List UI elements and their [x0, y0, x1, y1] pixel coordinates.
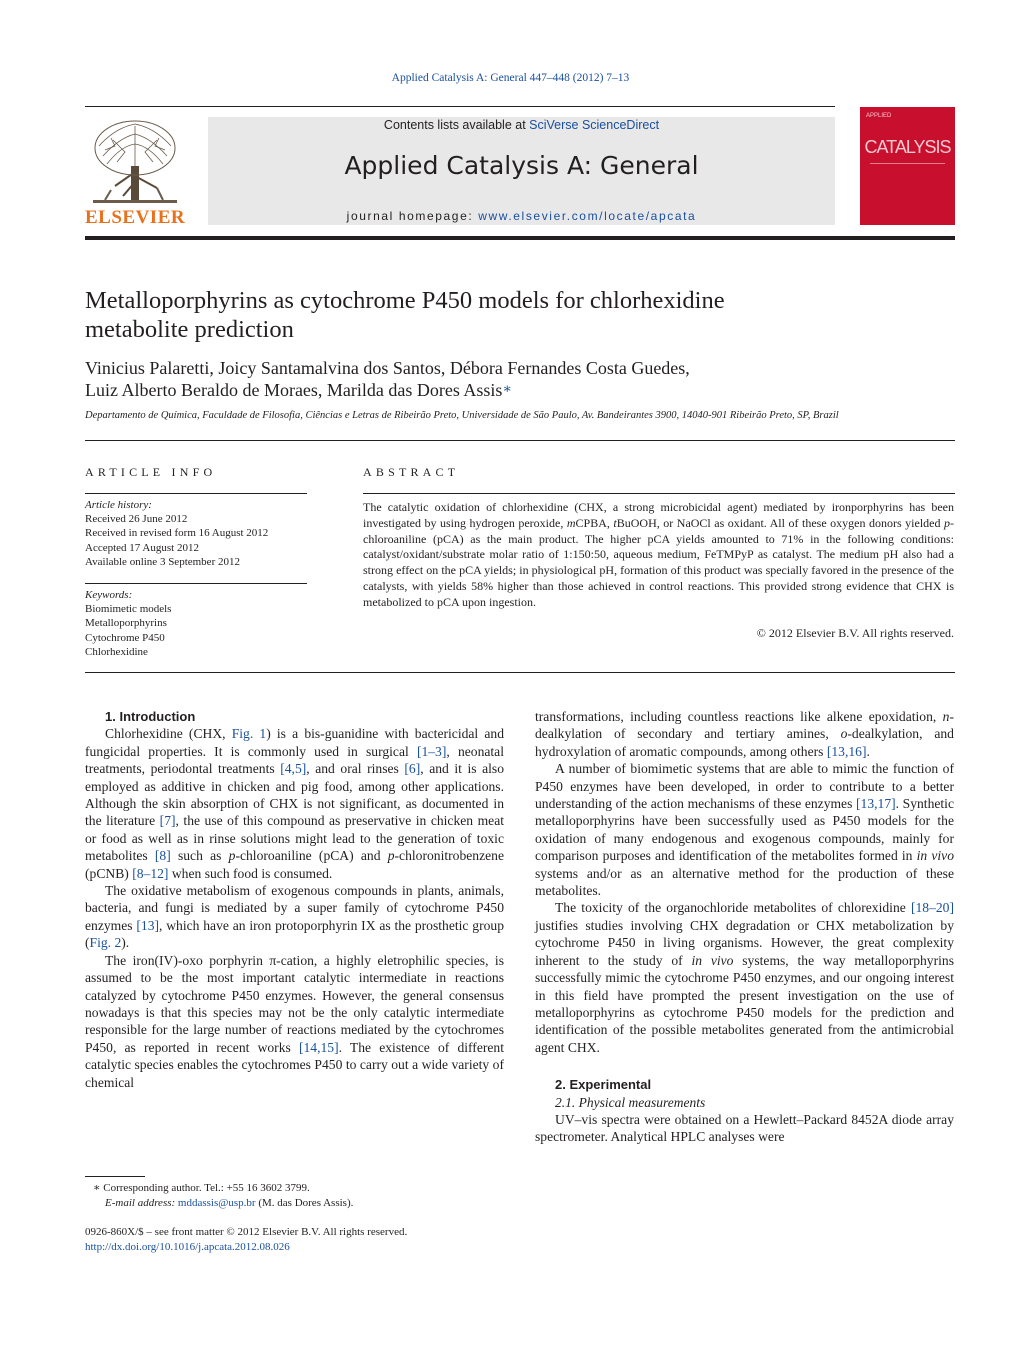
- keyword: Biomimetic models: [85, 603, 172, 616]
- authors-line-1: Vinicius Palaretti, Joicy Santamalvina dos Santos, Débora Fernandes Costa Guedes,: [85, 358, 690, 378]
- contents-line: [208, 118, 835, 132]
- history-revised: Received in revised form 16 August 2012: [85, 527, 269, 540]
- journal-cover-icon[interactable]: [860, 107, 955, 225]
- title-line-1: Metalloporphyrins as cytochrome P450 models for chlorhexidine: [85, 287, 725, 314]
- italic-text: n: [942, 709, 950, 724]
- elsevier-logo[interactable]: [85, 116, 185, 229]
- abstract-part: The catalytic oxidation of chlorhexidine (CHX, a strong microbicidal agent) mediated by ironporphyrins has been investigated by using hydrogen peroxide,: [363, 500, 954, 530]
- text-run: justifies studies involving CHX degradation or CHX metabolization by cytochrome P450 in living organisms. However, the great complexity inherent to the study of: [535, 917, 954, 968]
- reference-link[interactable]: [8–12]: [132, 865, 169, 881]
- email-suffix: (M. das Dores Assis).: [255, 1197, 354, 1209]
- text-run: -dealkylation, and hydroxylation of aromatic compounds, among others: [535, 726, 954, 759]
- footnote-email-line: [85, 1196, 505, 1211]
- body-rule: [85, 672, 955, 673]
- elsevier-tree-logo-icon: [85, 116, 185, 208]
- journal-name: Applied Catalysis A: General: [344, 151, 699, 180]
- paragraph: [85, 725, 504, 882]
- text-run: The toxicity of the organochloride metabolites of chlorexidine: [555, 900, 911, 916]
- abstract-italic: m: [566, 515, 576, 530]
- body-column-right: [535, 708, 954, 1146]
- cover-divider: [870, 163, 945, 164]
- contents-prefix: Contents lists available at: [383, 118, 530, 132]
- journal-homepage: [208, 209, 835, 223]
- corresponding-author-mark[interactable]: ∗: [502, 382, 512, 397]
- abstract-part: -chloroaniline (pCA) as the main product. The higher pCA yields amounted to 71% in the following conditions: catalyst/oxidant/substrate molar ratio of 1:150:50, aqueous medium, FeTMPyP as catalyst. The medium pH also had a strong effect on the pCA yields; in physiological pH, formation of this product was specially favored in the presence of the catalysts, with yields 58% higher than those achieved in control reactions. This provided strong evidence that CHX is metabolized to pCA upon ingestion.: [363, 515, 955, 609]
- subsection-heading-physical-measurements: 2.1. Physical measurements: [555, 1094, 706, 1110]
- reference-link[interactable]: [4,5]: [280, 761, 307, 777]
- reference-link[interactable]: [7]: [159, 813, 176, 829]
- cover-subtitle: APPLIED: [866, 113, 892, 119]
- page-footer: [85, 1225, 505, 1255]
- title-line-2: metabolite prediction: [85, 316, 294, 343]
- doi-link[interactable]: http://dx.doi.org/10.1016/j.apcata.2012.08.026: [85, 1241, 290, 1253]
- abstract-copyright: © 2012 Elsevier B.V. All rights reserved.: [756, 626, 954, 640]
- issn-line: 0926-860X/$ – see front matter © 2012 Elsevier B.V. All rights reserved.: [85, 1226, 408, 1238]
- history-online: Available online 3 September 2012: [85, 555, 240, 568]
- text-run: , and oral rinses: [306, 761, 405, 777]
- keyword: Metalloporphyrins: [85, 617, 167, 630]
- keywords-label: Keywords:: [85, 589, 133, 601]
- text-run: -chloronitrobenzene (pCNB): [85, 848, 504, 881]
- paragraph: [535, 899, 954, 1056]
- abstract-rule: [363, 493, 955, 494]
- text-run: , which have an iron protoporphyrin IX as the prosthetic group (: [85, 917, 504, 951]
- abstract-italic: p: [944, 515, 951, 530]
- keyword: Chlorhexidine: [85, 645, 148, 658]
- reference-link[interactable]: [13,17]: [856, 796, 896, 812]
- article-info-rule: [85, 493, 307, 494]
- journal-citation[interactable]: Applied Catalysis A: General 447–448 (2012) 7–13: [391, 72, 630, 84]
- cover-title: CATALYSIS: [864, 137, 951, 157]
- reference-link[interactable]: Fig. 2: [89, 935, 122, 951]
- authors-line-2-text: Luiz Alberto Beraldo de Moraes, Marilda das Dores Assis: [85, 380, 503, 400]
- header-bottom-rule: [85, 236, 955, 240]
- text-run: , neonatal treatments, periodontal treatments: [85, 743, 504, 777]
- text-run: such as: [170, 848, 229, 864]
- paragraph: [85, 882, 504, 952]
- text-run: .: [866, 743, 870, 759]
- body-column-left: [85, 708, 504, 1091]
- text-run: systems, the way metalloporphyrins successfully mimic the cytochrome P450 enzymes, and our ongoing interest in this field have prompted the present investigation on the use of metalloporphyrins as cytochrome P450 models for the prediction and identification of the possible metabolites generated from the antimicrobial agent CHX.: [535, 952, 954, 1055]
- keywords-rule: [85, 583, 307, 584]
- text-run: ) is a bis-guanidine with bactericidal and fungicidal properties. It is commonly used in surgical: [85, 726, 504, 759]
- homepage-prefix: journal homepage:: [346, 209, 479, 223]
- reference-link[interactable]: [8]: [154, 848, 171, 864]
- paragraph: [535, 708, 954, 760]
- history-received: Received 26 June 2012: [85, 513, 188, 526]
- reference-link[interactable]: [6]: [404, 761, 421, 777]
- abstract-heading: ABSTRACT: [363, 465, 460, 479]
- header-top-rule: [85, 106, 835, 107]
- italic-text: in vivo: [691, 952, 734, 968]
- affiliation: Departamento de Química, Faculdade de Filosofia, Ciências e Letras de Ribeirão Preto, Universidade de São Paulo, Av. Bandeirantes 3900, 14040-901 Ribeirão Preto, SP, Brazil: [85, 410, 839, 421]
- history-label: Article history:: [85, 499, 152, 511]
- italic-text: p: [387, 848, 395, 864]
- paragraph: [85, 952, 504, 1091]
- reference-link[interactable]: [18–20]: [910, 900, 954, 916]
- article-title: [85, 286, 955, 344]
- text-run: when such food is consumed.: [168, 865, 333, 881]
- footnote-rule: [85, 1176, 145, 1177]
- keyword: Cytochrome P450: [85, 631, 165, 644]
- article-info-heading: ARTICLE INFO: [85, 465, 217, 479]
- sciencedirect-link[interactable]: SciVerse ScienceDirect: [529, 118, 660, 132]
- abstract-part: CPBA,: [575, 515, 614, 530]
- text-run: The iron(IV)-oxo porphyrin π-cation, a highly eletrophilic species, is assumed to be the most important catalytic intermediate in reactions catalyzed by cytochrome P450 enzymes. However, the general consensus nowadays is that this species may not be the only catalytic intermediate responsible for the large number of reactions mediated by the cytochromes P450, as reported in recent works: [85, 952, 504, 1055]
- text-run: transformations, including countless reactions like alkene epoxidation,: [535, 709, 943, 724]
- section-heading-introduction: 1. Introduction: [105, 709, 196, 724]
- author-list: [85, 357, 955, 401]
- text-run: -dealkylation of secondary and tertiary amines,: [535, 709, 954, 742]
- history-accepted: Accepted 17 August 2012: [85, 541, 199, 554]
- footnote-corresponding: ∗ Corresponding author. Tel.: +55 16 3602 3799.: [93, 1182, 310, 1194]
- reference-link[interactable]: [13]: [136, 917, 160, 933]
- email-label: E-mail address:: [105, 1197, 178, 1209]
- abstract-part: BuOOH, or NaOCl as oxidant. All of these oxygen donors yielded: [616, 515, 945, 530]
- journal-masthead: [208, 117, 835, 225]
- text-run: . The existence of different catalytic species enables the cytochromes P450 to carry out a wide variety of chemical: [85, 1039, 505, 1090]
- text-run: , and it is also employed as additive in chicken and pig food, among other applications. Although the skin absorption of CHX is not significant, as documented in the literature: [85, 761, 505, 829]
- italic-text: p: [228, 848, 236, 864]
- elsevier-wordmark: ELSEVIER: [85, 207, 186, 228]
- abstract-text: [363, 500, 954, 611]
- reference-link[interactable]: [13,16]: [826, 743, 867, 759]
- reference-link[interactable]: [14,15]: [298, 1039, 339, 1055]
- authors-line-2: [85, 379, 955, 401]
- affiliation-rule: [85, 440, 955, 441]
- paragraph: UV–vis spectra were obtained on a Hewlett–Packard 8452A diode array spectrometer. Analytical HPLC analyses were: [535, 1111, 954, 1145]
- text-run: ).: [121, 935, 130, 951]
- abstract-italic: t: [613, 515, 617, 530]
- italic-text: o: [840, 726, 848, 742]
- text-run: systems and/or as an alternative method for the production of these metabolites.: [535, 865, 954, 899]
- homepage-link[interactable]: www.elsevier.com/locate/apcata: [478, 209, 697, 223]
- section-heading-experimental: 2. Experimental: [555, 1077, 652, 1093]
- keywords: [85, 588, 307, 659]
- footnote: [85, 1181, 505, 1211]
- text-run: , the use of this compound as preservative in chicken meat or food as well as in rinse solutions might lead to the generation of toxic metabolites: [85, 813, 505, 864]
- paragraph: [535, 760, 954, 899]
- reference-link[interactable]: Fig. 1: [231, 726, 267, 742]
- text-run: . Synthetic metalloporphyrins have been successfully used as P450 models for the oxidation of many endogenous and exogenous compounds, mainly for comparison purposes and identification of the metabolites formed in: [535, 796, 954, 864]
- italic-text: in vivo: [916, 848, 954, 864]
- text-run: A number of biomimetic systems that are able to mimic the function of P450 enzymes have been developed, in order to contribute to a better understanding of the action mechanisms of these enzymes: [535, 761, 954, 812]
- text-run: The oxidative metabolism of exogenous compounds in plants, animals, bacteria, and fungi is mediated by a super family of cytochrome P450 enzymes: [85, 883, 504, 933]
- text-run: -chloroaniline (pCA) and: [235, 848, 388, 864]
- text-run: Chlorhexidine (CHX,: [105, 726, 232, 742]
- article-history: [85, 498, 307, 569]
- reference-link[interactable]: [1–3]: [416, 743, 447, 759]
- email-link[interactable]: mddassis@usp.br: [177, 1197, 256, 1209]
